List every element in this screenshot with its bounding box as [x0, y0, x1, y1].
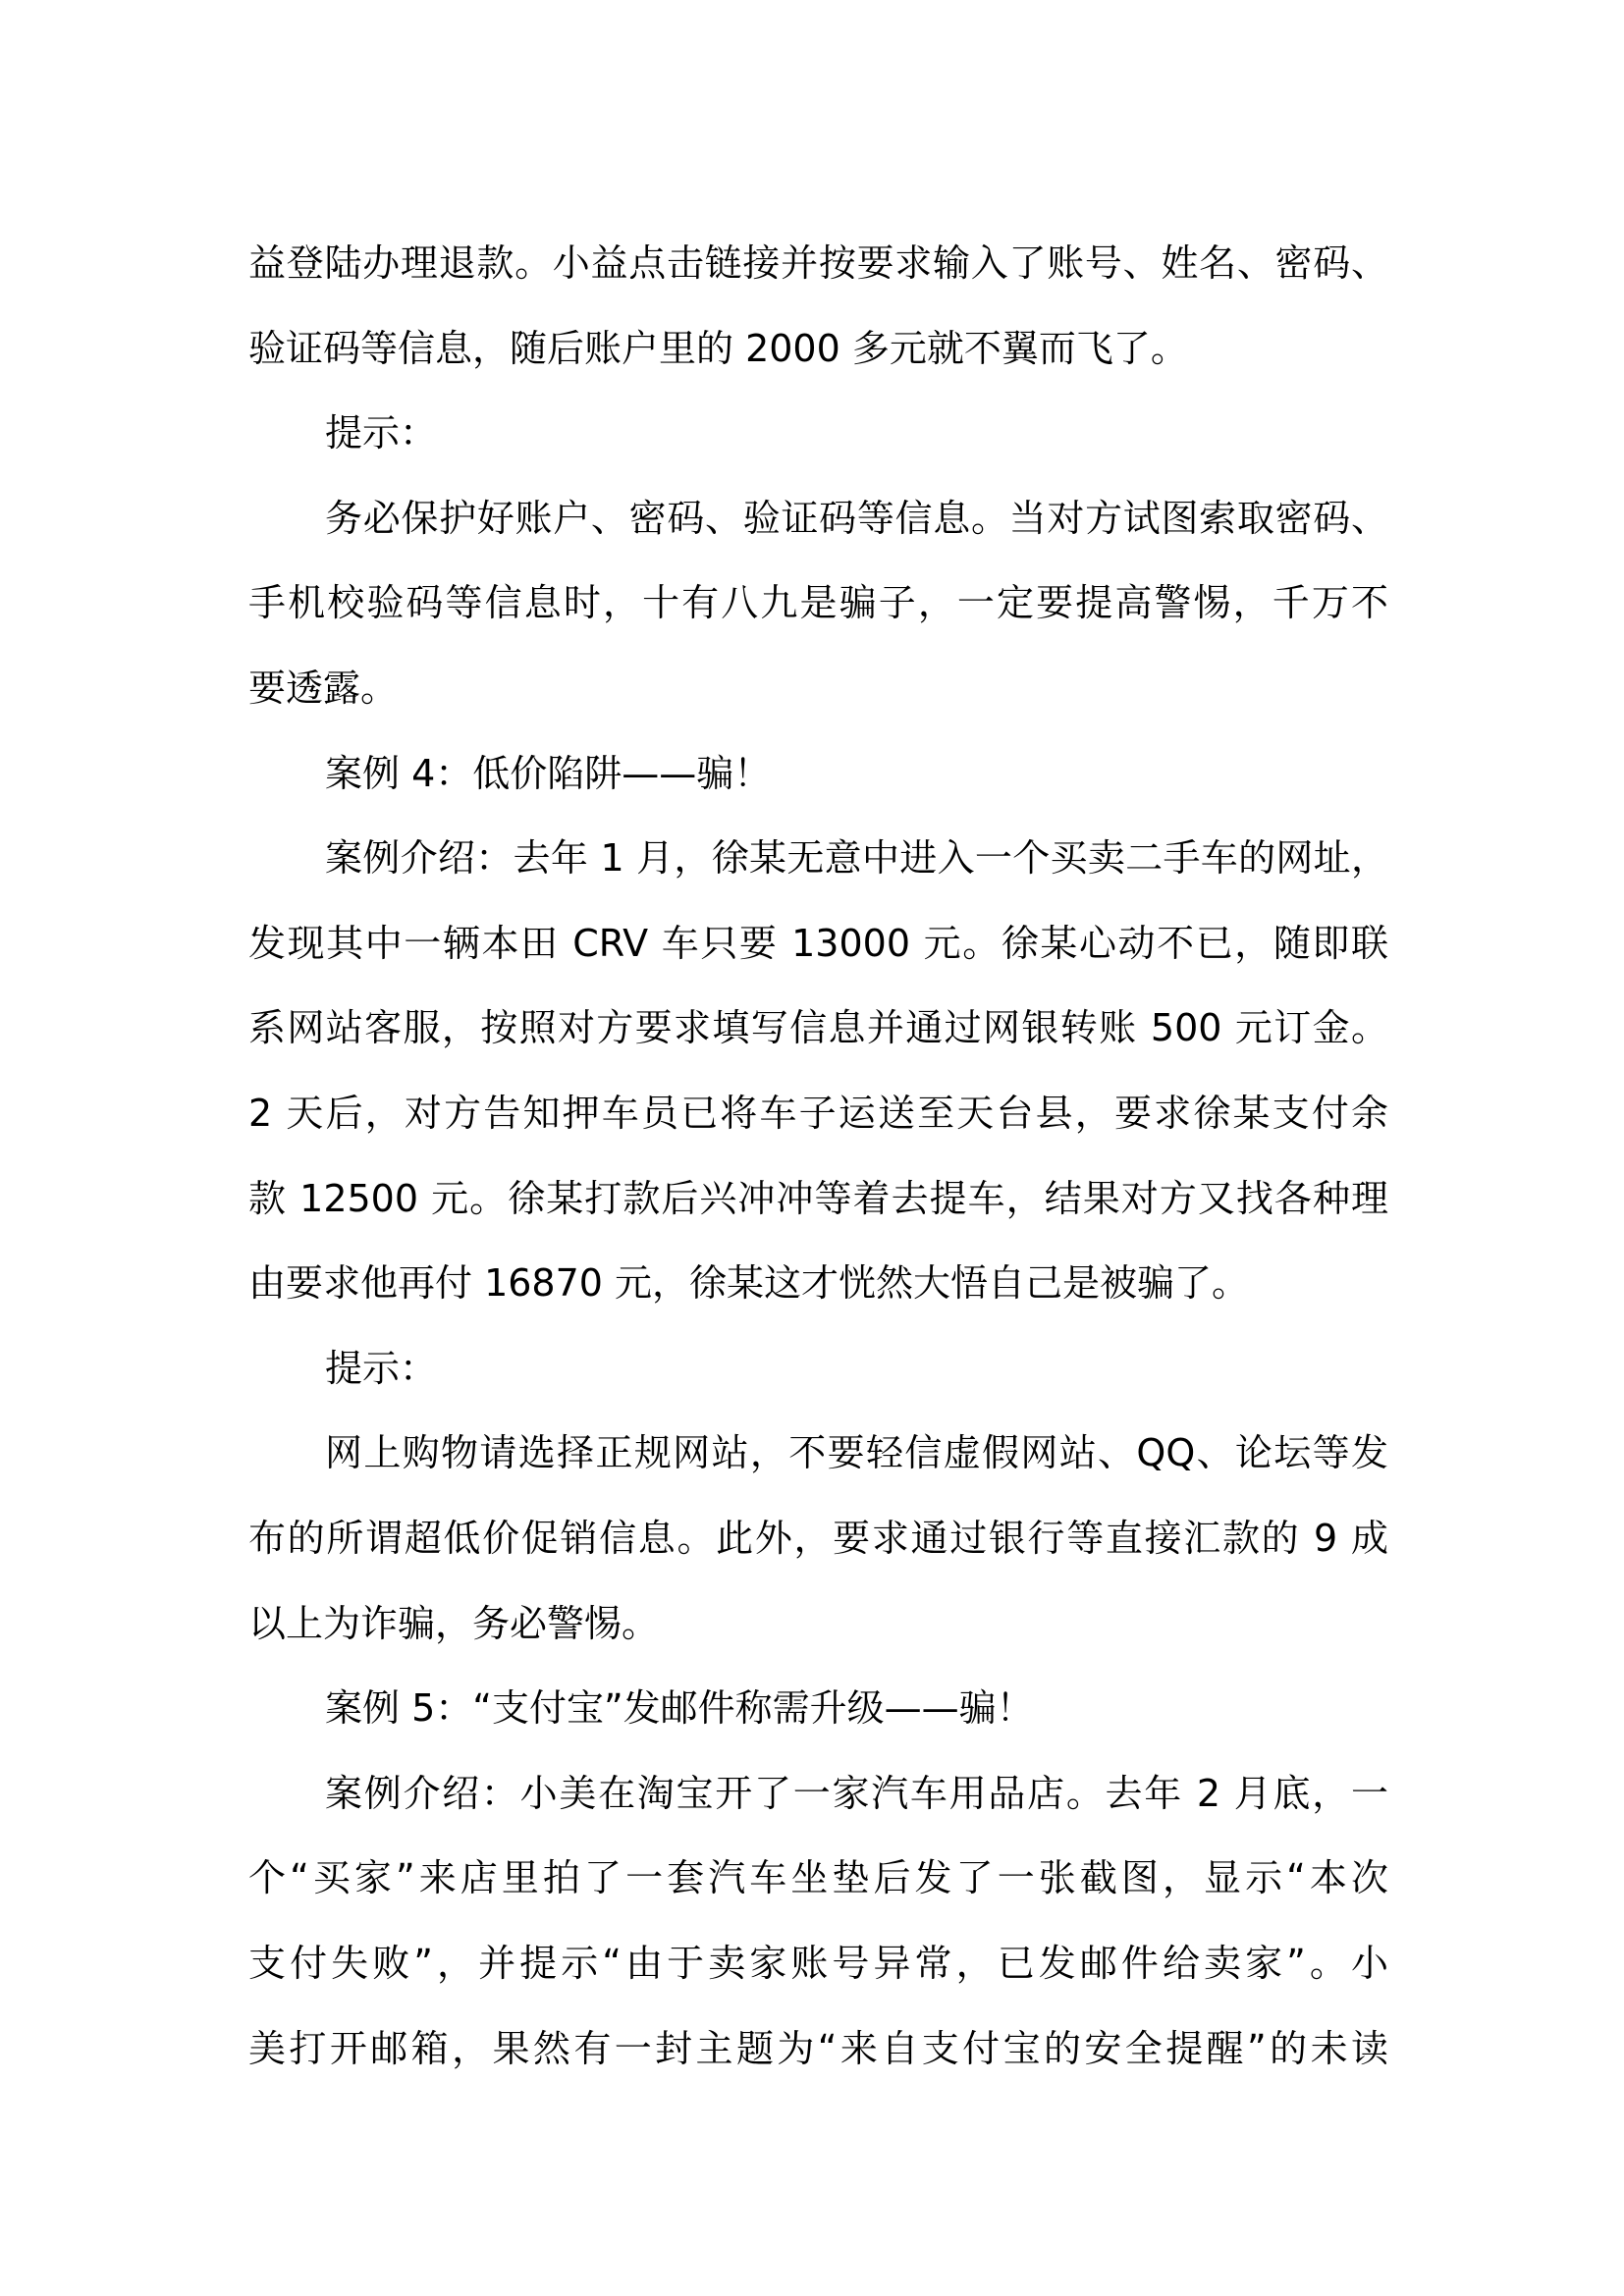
- text-line: 系网站客服，按照对方要求填写信息并通过网银转账 500 元订金。: [248, 1006, 1388, 1050]
- text-line: 要透露。: [248, 667, 399, 710]
- text-line: 案例 4：低价陷阱——骗！: [325, 751, 772, 795]
- text-line: 个“买家”来店里拍了一套汽车坐垫后发了一张截图，显示“本次: [248, 1856, 1388, 1900]
- text-line: 案例介绍：去年 1 月，徐某无意中进入一个买卖二手车的网址，: [325, 836, 1388, 881]
- text-line: 布的所谓超低价促销信息。此外，要求通过银行等直接汇款的 9 成: [248, 1517, 1388, 1560]
- text-line: 务必保护好账户、密码、验证码等信息。当对方试图索取密码、: [325, 496, 1388, 540]
- text-line: 美打开邮箱，果然有一封主题为“来自支付宝的安全提醒”的未读: [248, 2026, 1388, 2070]
- text-line: 验证码等信息，随后账户里的 2000 多元就不翼而飞了。: [248, 326, 1188, 370]
- text-line: 由要求他再付 16870 元，徐某这才恍然大悟自己是被骗了。: [248, 1261, 1250, 1306]
- text-line: 2 天后，对方告知押车员已将车子运送至天台县，要求徐某支付余: [248, 1092, 1388, 1135]
- text-line: 手机校验码等信息时，十有八九是骗子，一定要提高警惕，千万不: [248, 581, 1388, 625]
- text-line: 案例 5：“支付宝”发邮件称需升级——骗！: [325, 1686, 1034, 1731]
- text-line: 提示：: [325, 411, 438, 455]
- text-line: 支付失败”，并提示“由于卖家账号异常，已发邮件给卖家”。小: [248, 1942, 1388, 1985]
- text-line: 发现其中一辆本田 CRV 车只要 13000 元。徐某心动不已，随即联: [248, 921, 1388, 965]
- text-line: 提示：: [325, 1346, 438, 1390]
- text-line: 案例介绍：小美在淘宝开了一家汽车用品店。去年 2 月底，一: [325, 1771, 1388, 1815]
- text-line: 益登陆办理退款。小益点击链接并按要求输入了账号、姓名、密码、: [248, 241, 1388, 285]
- text-line: 款 12500 元。徐某打款后兴冲冲等着去提车，结果对方又找各种理: [248, 1176, 1388, 1220]
- text-line: 网上购物请选择正规网站，不要轻信虚假网站、QQ、论坛等发: [325, 1431, 1388, 1475]
- text-line: 以上为诈骗，务必警惕。: [248, 1601, 660, 1645]
